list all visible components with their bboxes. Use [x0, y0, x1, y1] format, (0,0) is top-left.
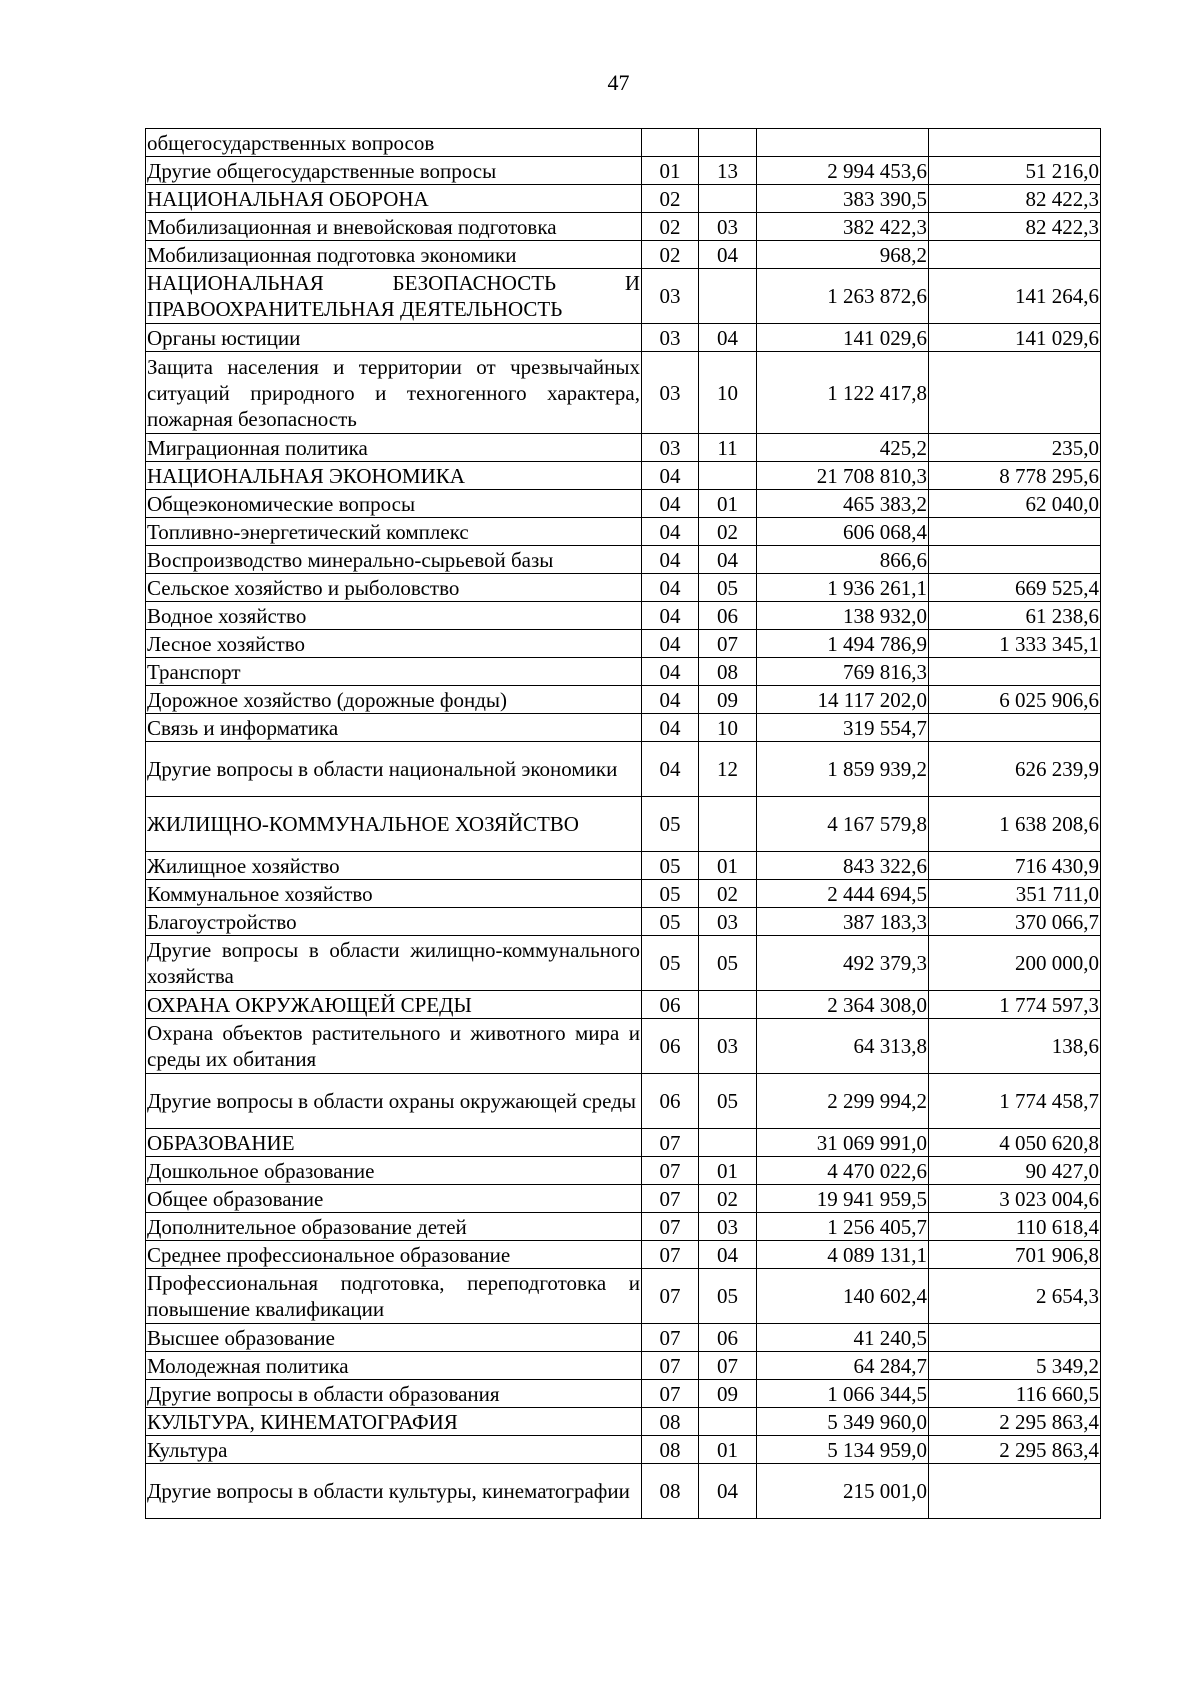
row-name-cell: Транспорт — [146, 658, 642, 686]
row-name-cell: Сельское хозяйство и рыболовство — [146, 574, 642, 602]
amount-federal-cell: 669 525,4 — [929, 574, 1101, 602]
row-name-cell: Органы юстиции — [146, 324, 642, 352]
table-row — [146, 546, 1101, 574]
subsection-code-cell — [699, 462, 757, 490]
subsection-code-cell: 05 — [699, 936, 757, 991]
table-row — [146, 241, 1101, 269]
amount-federal-cell: 370 066,7 — [929, 908, 1101, 936]
section-code-cell: 05 — [642, 852, 699, 880]
table-row — [146, 129, 1101, 157]
section-code-cell: 06 — [642, 991, 699, 1019]
subsection-code-cell: 01 — [699, 852, 757, 880]
section-code-cell: 04 — [642, 462, 699, 490]
subsection-code-cell: 03 — [699, 908, 757, 936]
amount-total-cell: 606 068,4 — [757, 518, 929, 546]
section-code-cell: 08 — [642, 1436, 699, 1464]
subsection-code-cell: 07 — [699, 630, 757, 658]
subsection-code-cell: 13 — [699, 157, 757, 185]
amount-total-cell: 769 816,3 — [757, 658, 929, 686]
section-code-cell: 04 — [642, 490, 699, 518]
amount-total-cell: 2 364 308,0 — [757, 991, 929, 1019]
subsection-code-cell: 10 — [699, 714, 757, 742]
subsection-code-cell: 09 — [699, 1380, 757, 1408]
table-row — [146, 1241, 1101, 1269]
amount-federal-cell — [929, 518, 1101, 546]
section-code-cell: 04 — [642, 742, 699, 797]
table-row — [146, 490, 1101, 518]
section-code-cell: 07 — [642, 1324, 699, 1352]
row-name-cell: Топливно-энергетический комплекс — [146, 518, 642, 546]
table-row — [146, 1213, 1101, 1241]
amount-federal-cell: 351 711,0 — [929, 880, 1101, 908]
section-code-cell: 07 — [642, 1129, 699, 1157]
table-row — [146, 686, 1101, 714]
table-row — [146, 1380, 1101, 1408]
table-row — [146, 630, 1101, 658]
subsection-code-cell: 03 — [699, 1213, 757, 1241]
section-code-cell: 05 — [642, 936, 699, 991]
page-number: 47 — [607, 70, 630, 95]
subsection-code-cell: 04 — [699, 546, 757, 574]
table-row — [146, 1157, 1101, 1185]
subsection-code-cell — [699, 991, 757, 1019]
subsection-code-cell: 05 — [699, 1074, 757, 1129]
row-name-cell: общегосударственных вопросов — [146, 129, 642, 157]
row-name-cell: Молодежная политика — [146, 1352, 642, 1380]
subsection-code-cell — [699, 129, 757, 157]
table-row — [146, 1185, 1101, 1213]
section-code-cell: 05 — [642, 880, 699, 908]
amount-federal-cell — [929, 546, 1101, 574]
section-code-cell: 06 — [642, 1074, 699, 1129]
amount-federal-cell: 4 050 620,8 — [929, 1129, 1101, 1157]
amount-total-cell: 383 390,5 — [757, 185, 929, 213]
amount-federal-cell: 82 422,3 — [929, 213, 1101, 241]
amount-total-cell: 465 383,2 — [757, 490, 929, 518]
amount-federal-cell: 1 638 208,6 — [929, 797, 1101, 852]
amount-total-cell: 14 117 202,0 — [757, 686, 929, 714]
subsection-code-cell: 06 — [699, 602, 757, 630]
section-code-cell: 08 — [642, 1408, 699, 1436]
row-name-cell: Другие вопросы в области национальной экономики — [146, 742, 642, 797]
amount-federal-cell: 626 239,9 — [929, 742, 1101, 797]
amount-federal-cell: 2 295 863,4 — [929, 1408, 1101, 1436]
subsection-code-cell: 09 — [699, 686, 757, 714]
amount-total-cell: 2 994 453,6 — [757, 157, 929, 185]
subsection-code-cell: 01 — [699, 1157, 757, 1185]
section-code-cell: 04 — [642, 686, 699, 714]
subsection-code-cell: 02 — [699, 880, 757, 908]
amount-total-cell: 387 183,3 — [757, 908, 929, 936]
table-row — [146, 1324, 1101, 1352]
row-name-cell: Другие общегосударственные вопросы — [146, 157, 642, 185]
row-name-cell: Другие вопросы в области образования — [146, 1380, 642, 1408]
table-row — [146, 462, 1101, 490]
amount-total-cell: 19 941 959,5 — [757, 1185, 929, 1213]
amount-total-cell: 64 284,7 — [757, 1352, 929, 1380]
amount-federal-cell: 51 216,0 — [929, 157, 1101, 185]
section-code-cell: 02 — [642, 241, 699, 269]
section-code-cell: 07 — [642, 1269, 699, 1324]
amount-federal-cell: 62 040,0 — [929, 490, 1101, 518]
subsection-code-cell: 01 — [699, 1436, 757, 1464]
amount-federal-cell — [929, 1464, 1101, 1519]
subsection-code-cell: 04 — [699, 1464, 757, 1519]
table-row — [146, 602, 1101, 630]
subsection-code-cell: 10 — [699, 352, 757, 434]
section-code-cell: 04 — [642, 546, 699, 574]
amount-federal-cell: 82 422,3 — [929, 185, 1101, 213]
table-row — [146, 324, 1101, 352]
section-code-cell: 07 — [642, 1241, 699, 1269]
budget-table-body — [146, 129, 1101, 1519]
subsection-code-cell — [699, 797, 757, 852]
amount-federal-cell: 235,0 — [929, 434, 1101, 462]
subsection-code-cell — [699, 185, 757, 213]
amount-federal-cell: 2 295 863,4 — [929, 1436, 1101, 1464]
row-name-cell: Лесное хозяйство — [146, 630, 642, 658]
table-row — [146, 1408, 1101, 1436]
section-code-cell: 08 — [642, 1464, 699, 1519]
subsection-code-cell: 04 — [699, 1241, 757, 1269]
row-name-cell: Защита населения и территории от чрезвычайных ситуаций природного и техногенного характера, пожарная безопасность — [146, 352, 642, 434]
amount-total-cell: 425,2 — [757, 434, 929, 462]
amount-total-cell: 382 422,3 — [757, 213, 929, 241]
row-name-cell: НАЦИОНАЛЬНАЯ ОБОРОНА — [146, 185, 642, 213]
section-code-cell: 04 — [642, 518, 699, 546]
section-code-cell: 07 — [642, 1380, 699, 1408]
table-row — [146, 1352, 1101, 1380]
row-name-cell: Общее образование — [146, 1185, 642, 1213]
row-name-cell: ОБРАЗОВАНИЕ — [146, 1129, 642, 1157]
amount-total-cell: 2 299 994,2 — [757, 1074, 929, 1129]
row-name-cell: Жилищное хозяйство — [146, 852, 642, 880]
section-code-cell: 04 — [642, 630, 699, 658]
amount-federal-cell: 701 906,8 — [929, 1241, 1101, 1269]
amount-total-cell: 31 069 991,0 — [757, 1129, 929, 1157]
table-row — [146, 1269, 1101, 1324]
section-code-cell: 03 — [642, 434, 699, 462]
amount-federal-cell — [929, 352, 1101, 434]
row-name-cell: Мобилизационная подготовка экономики — [146, 241, 642, 269]
row-name-cell: Высшее образование — [146, 1324, 642, 1352]
row-name-cell: НАЦИОНАЛЬНАЯ ЭКОНОМИКА — [146, 462, 642, 490]
table-row — [146, 908, 1101, 936]
amount-federal-cell: 3 023 004,6 — [929, 1185, 1101, 1213]
section-code-cell: 03 — [642, 324, 699, 352]
table-row — [146, 1464, 1101, 1519]
table-row — [146, 574, 1101, 602]
table-row — [146, 658, 1101, 686]
table-row — [146, 797, 1101, 852]
amount-total-cell: 492 379,3 — [757, 936, 929, 991]
amount-total-cell: 4 470 022,6 — [757, 1157, 929, 1185]
subsection-code-cell: 02 — [699, 518, 757, 546]
amount-federal-cell: 1 774 597,3 — [929, 991, 1101, 1019]
subsection-code-cell: 05 — [699, 1269, 757, 1324]
amount-federal-cell: 110 618,4 — [929, 1213, 1101, 1241]
section-code-cell: 03 — [642, 352, 699, 434]
table-row — [146, 434, 1101, 462]
amount-total-cell: 1 256 405,7 — [757, 1213, 929, 1241]
subsection-code-cell: 04 — [699, 324, 757, 352]
section-code-cell — [642, 129, 699, 157]
amount-total-cell: 1 122 417,8 — [757, 352, 929, 434]
amount-federal-cell: 5 349,2 — [929, 1352, 1101, 1380]
row-name-cell: Охрана объектов растительного и животного мира и среды их обитания — [146, 1019, 642, 1074]
row-name-cell: Общеэкономические вопросы — [146, 490, 642, 518]
table-row — [146, 518, 1101, 546]
table-row — [146, 852, 1101, 880]
row-name-cell: Другие вопросы в области охраны окружающей среды — [146, 1074, 642, 1129]
amount-federal-cell — [929, 129, 1101, 157]
amount-total-cell: 5 134 959,0 — [757, 1436, 929, 1464]
section-code-cell: 07 — [642, 1213, 699, 1241]
table-row — [146, 185, 1101, 213]
amount-federal-cell: 6 025 906,6 — [929, 686, 1101, 714]
table-row — [146, 1074, 1101, 1129]
amount-total-cell: 866,6 — [757, 546, 929, 574]
amount-federal-cell: 116 660,5 — [929, 1380, 1101, 1408]
amount-federal-cell: 1 333 345,1 — [929, 630, 1101, 658]
amount-federal-cell — [929, 241, 1101, 269]
amount-total-cell — [757, 129, 929, 157]
amount-total-cell: 1 936 261,1 — [757, 574, 929, 602]
amount-federal-cell: 716 430,9 — [929, 852, 1101, 880]
amount-total-cell: 5 349 960,0 — [757, 1408, 929, 1436]
row-name-cell: Воспроизводство минерально-сырьевой базы — [146, 546, 642, 574]
amount-total-cell: 319 554,7 — [757, 714, 929, 742]
row-name-cell: ЖИЛИЩНО-КОММУНАЛЬНОЕ ХОЗЯЙСТВО — [146, 797, 642, 852]
row-name-cell: Среднее профессиональное образование — [146, 1241, 642, 1269]
row-name-cell: ОХРАНА ОКРУЖАЮЩЕЙ СРЕДЫ — [146, 991, 642, 1019]
amount-total-cell: 21 708 810,3 — [757, 462, 929, 490]
table-row — [146, 1436, 1101, 1464]
row-name-cell: Миграционная политика — [146, 434, 642, 462]
budget-table — [145, 128, 1101, 1519]
subsection-code-cell — [699, 1408, 757, 1436]
subsection-code-cell: 02 — [699, 1185, 757, 1213]
amount-federal-cell — [929, 714, 1101, 742]
subsection-code-cell: 11 — [699, 434, 757, 462]
subsection-code-cell: 06 — [699, 1324, 757, 1352]
amount-federal-cell: 1 774 458,7 — [929, 1074, 1101, 1129]
amount-total-cell: 4 089 131,1 — [757, 1241, 929, 1269]
row-name-cell: НАЦИОНАЛЬНАЯ БЕЗОПАСНОСТЬ И ПРАВООХРАНИТЕЛЬНАЯ ДЕЯТЕЛЬНОСТЬ — [146, 269, 642, 324]
amount-federal-cell: 90 427,0 — [929, 1157, 1101, 1185]
section-code-cell: 06 — [642, 1019, 699, 1074]
amount-total-cell: 64 313,8 — [757, 1019, 929, 1074]
amount-total-cell: 41 240,5 — [757, 1324, 929, 1352]
amount-total-cell: 1 494 786,9 — [757, 630, 929, 658]
section-code-cell: 03 — [642, 269, 699, 324]
table-row — [146, 269, 1101, 324]
subsection-code-cell: 03 — [699, 213, 757, 241]
section-code-cell: 04 — [642, 574, 699, 602]
row-name-cell: Водное хозяйство — [146, 602, 642, 630]
amount-federal-cell — [929, 1324, 1101, 1352]
table-row — [146, 880, 1101, 908]
section-code-cell: 07 — [642, 1352, 699, 1380]
amount-total-cell: 141 029,6 — [757, 324, 929, 352]
subsection-code-cell — [699, 1129, 757, 1157]
subsection-code-cell: 08 — [699, 658, 757, 686]
amount-federal-cell: 141 264,6 — [929, 269, 1101, 324]
amount-total-cell: 140 602,4 — [757, 1269, 929, 1324]
section-code-cell: 04 — [642, 602, 699, 630]
amount-total-cell: 2 444 694,5 — [757, 880, 929, 908]
subsection-code-cell: 04 — [699, 241, 757, 269]
amount-total-cell: 215 001,0 — [757, 1464, 929, 1519]
amount-federal-cell: 200 000,0 — [929, 936, 1101, 991]
subsection-code-cell: 03 — [699, 1019, 757, 1074]
table-row — [146, 213, 1101, 241]
amount-federal-cell: 138,6 — [929, 1019, 1101, 1074]
row-name-cell: Благоустройство — [146, 908, 642, 936]
amount-total-cell: 1 859 939,2 — [757, 742, 929, 797]
row-name-cell: Культура — [146, 1436, 642, 1464]
section-code-cell: 04 — [642, 658, 699, 686]
amount-federal-cell: 2 654,3 — [929, 1269, 1101, 1324]
section-code-cell: 04 — [642, 714, 699, 742]
table-row — [146, 157, 1101, 185]
amount-total-cell: 4 167 579,8 — [757, 797, 929, 852]
section-code-cell: 05 — [642, 908, 699, 936]
row-name-cell: Коммунальное хозяйство — [146, 880, 642, 908]
amount-federal-cell: 8 778 295,6 — [929, 462, 1101, 490]
section-code-cell: 02 — [642, 213, 699, 241]
section-code-cell: 02 — [642, 185, 699, 213]
section-code-cell: 05 — [642, 797, 699, 852]
row-name-cell: Другие вопросы в области жилищно-коммунального хозяйства — [146, 936, 642, 991]
row-name-cell: Другие вопросы в области культуры, кинематографии — [146, 1464, 642, 1519]
table-row — [146, 936, 1101, 991]
subsection-code-cell: 07 — [699, 1352, 757, 1380]
amount-federal-cell: 141 029,6 — [929, 324, 1101, 352]
table-row — [146, 1129, 1101, 1157]
table-row — [146, 1019, 1101, 1074]
amount-total-cell: 843 322,6 — [757, 852, 929, 880]
table-row — [146, 991, 1101, 1019]
subsection-code-cell: 05 — [699, 574, 757, 602]
subsection-code-cell: 12 — [699, 742, 757, 797]
section-code-cell: 07 — [642, 1185, 699, 1213]
amount-total-cell: 1 263 872,6 — [757, 269, 929, 324]
row-name-cell: Связь и информатика — [146, 714, 642, 742]
amount-total-cell: 138 932,0 — [757, 602, 929, 630]
amount-total-cell: 968,2 — [757, 241, 929, 269]
row-name-cell: Дорожное хозяйство (дорожные фонды) — [146, 686, 642, 714]
subsection-code-cell — [699, 269, 757, 324]
amount-federal-cell — [929, 658, 1101, 686]
row-name-cell: Дополнительное образование детей — [146, 1213, 642, 1241]
row-name-cell: КУЛЬТУРА, КИНЕМАТОГРАФИЯ — [146, 1408, 642, 1436]
section-code-cell: 07 — [642, 1157, 699, 1185]
row-name-cell: Дошкольное образование — [146, 1157, 642, 1185]
amount-total-cell: 1 066 344,5 — [757, 1380, 929, 1408]
section-code-cell: 01 — [642, 157, 699, 185]
amount-federal-cell: 61 238,6 — [929, 602, 1101, 630]
subsection-code-cell: 01 — [699, 490, 757, 518]
row-name-cell: Профессиональная подготовка, переподготовка и повышение квалификации — [146, 1269, 642, 1324]
table-row — [146, 742, 1101, 797]
row-name-cell: Мобилизационная и вневойсковая подготовка — [146, 213, 642, 241]
table-row — [146, 352, 1101, 434]
table-row — [146, 714, 1101, 742]
